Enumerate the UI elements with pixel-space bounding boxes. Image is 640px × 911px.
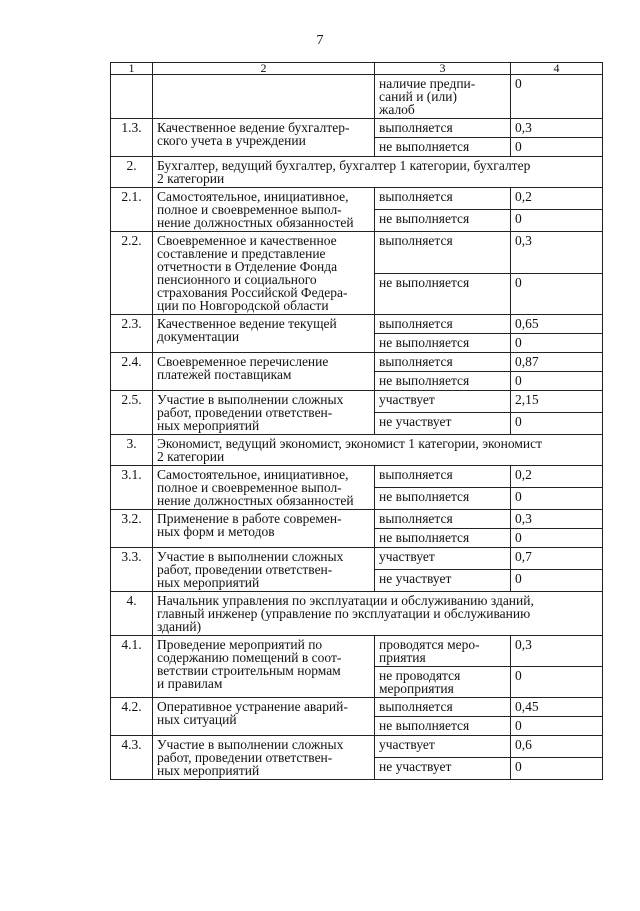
condition-cell: наличие предпи- саний и (или) жалоб [375, 75, 511, 119]
condition-cell: не выполняется [375, 273, 511, 315]
section-number: 2. [111, 157, 153, 188]
criterion-text: Качественное ведение бухгалтер- ского учета в учреждении [153, 119, 375, 157]
table-body [111, 75, 603, 780]
condition-cell: не выполняется [375, 210, 511, 232]
table-row [111, 510, 603, 529]
score-cell: 0 [511, 372, 603, 391]
criterion-text: Применение в работе современ- ных форм и методов [153, 510, 375, 548]
score-cell: 0,3 [511, 232, 603, 274]
row-number: 4.2. [111, 698, 153, 736]
table-row [111, 466, 603, 488]
row-number: 3.1. [111, 466, 153, 510]
criterion-text: Самостоятельное, инициативное, полное и своевременное выпол- нение должностных обязанностей [153, 466, 375, 510]
condition-cell: не выполняется [375, 717, 511, 736]
score-cell: 0,2 [511, 188, 603, 210]
score-cell: 0 [511, 138, 603, 157]
score-cell: 0,87 [511, 353, 603, 372]
criterion-text: Проведение мероприятий по содержанию помещений в соот- ветствии строительным нормам и правилам [153, 636, 375, 698]
condition-cell: выполняется [375, 188, 511, 210]
criterion-text: Участие в выполнении сложных работ, проведении ответствен- ных мероприятий [153, 548, 375, 592]
table-row [111, 188, 603, 210]
condition-cell: участвует [375, 391, 511, 413]
score-cell: 0,65 [511, 315, 603, 334]
row-number: 3.2. [111, 510, 153, 548]
criteria-table [110, 62, 603, 780]
score-cell: 0 [511, 75, 603, 119]
row-number: 4.3. [111, 736, 153, 780]
condition-cell: не участвует [375, 570, 511, 592]
condition-cell: не выполняется [375, 372, 511, 391]
score-cell: 0 [511, 488, 603, 510]
score-cell: 0 [511, 413, 603, 435]
table-row [111, 391, 603, 413]
table-row [111, 698, 603, 717]
column-header: 1 [111, 63, 153, 75]
condition-cell: участвует [375, 736, 511, 758]
table-row [111, 119, 603, 138]
score-cell: 0,6 [511, 736, 603, 758]
column-header: 2 [153, 63, 375, 75]
condition-cell: выполняется [375, 353, 511, 372]
row-number: 2.5. [111, 391, 153, 435]
criterion-text: Участие в выполнении сложных работ, проведении ответствен- ных мероприятий [153, 391, 375, 435]
condition-cell: участвует [375, 548, 511, 570]
score-cell: 0 [511, 717, 603, 736]
page-number: 7 [316, 33, 324, 48]
score-cell: 0 [511, 529, 603, 548]
score-cell: 0,3 [511, 510, 603, 529]
score-cell: 0 [511, 667, 603, 698]
section-row [111, 157, 603, 188]
table-row [111, 353, 603, 372]
section-title: Экономист, ведущий экономист, экономист 1 категории, экономист 2 категории [153, 435, 603, 466]
row-number: 1.3. [111, 119, 153, 157]
condition-cell: проводятся меро- приятия [375, 636, 511, 667]
table-row [111, 315, 603, 334]
criterion-text: Участие в выполнении сложных работ, проведении ответствен- ных мероприятий [153, 736, 375, 780]
section-row [111, 435, 603, 466]
section-number: 4. [111, 592, 153, 636]
table-row [111, 736, 603, 758]
condition-cell: не выполняется [375, 138, 511, 157]
row-number: 2.3. [111, 315, 153, 353]
row-number: 2.2. [111, 232, 153, 315]
column-header: 4 [511, 63, 603, 75]
score-cell: 0 [511, 210, 603, 232]
condition-cell: выполняется [375, 698, 511, 717]
row-number: 4.1. [111, 636, 153, 698]
condition-cell: не выполняется [375, 529, 511, 548]
criterion-text: Своевременное и качественное составление и представление отчетности в Отделение Фонда пенсионного и социального страхования Российской Федера- ции по Новгородской области [153, 232, 375, 315]
score-cell: 0,2 [511, 466, 603, 488]
condition-cell: выполняется [375, 510, 511, 529]
row-number: 2.1. [111, 188, 153, 232]
section-title: Бухгалтер, ведущий бухгалтер, бухгалтер 1 категории, бухгалтер 2 категории [153, 157, 603, 188]
section-number: 3. [111, 435, 153, 466]
table-row [111, 75, 603, 119]
condition-cell: не участвует [375, 758, 511, 780]
table-row [111, 636, 603, 667]
score-cell: 0,3 [511, 636, 603, 667]
criterion-text: Качественное ведение текущей документации [153, 315, 375, 353]
score-cell: 0,45 [511, 698, 603, 717]
score-cell: 0 [511, 273, 603, 315]
condition-cell: не выполняется [375, 334, 511, 353]
condition-cell: выполняется [375, 119, 511, 138]
condition-cell: выполняется [375, 315, 511, 334]
score-cell: 0 [511, 758, 603, 780]
condition-cell: выполняется [375, 232, 511, 274]
column-header: 3 [375, 63, 511, 75]
table-row [111, 232, 603, 274]
criterion-text [153, 75, 375, 119]
condition-cell: не участвует [375, 413, 511, 435]
score-cell: 0,7 [511, 548, 603, 570]
row-number: 2.4. [111, 353, 153, 391]
row-number [111, 75, 153, 119]
condition-cell: не выполняется [375, 488, 511, 510]
score-cell: 0 [511, 334, 603, 353]
score-cell: 0 [511, 570, 603, 592]
score-cell: 0,3 [511, 119, 603, 138]
criterion-text: Самостоятельное, инициативное, полное и своевременное выпол- нение должностных обязанностей [153, 188, 375, 232]
criterion-text: Оперативное устранение аварий- ных ситуаций [153, 698, 375, 736]
table-header-row [111, 63, 603, 75]
row-number: 3.3. [111, 548, 153, 592]
condition-cell: не проводятся мероприятия [375, 667, 511, 698]
table-row [111, 548, 603, 570]
section-title: Начальник управления по эксплуатации и обслуживанию зданий, главный инженер (управление по эксплуатации и обслуживанию зданий) [153, 592, 603, 636]
score-cell: 2,15 [511, 391, 603, 413]
criterion-text: Своевременное перечисление платежей поставщикам [153, 353, 375, 391]
condition-cell: выполняется [375, 466, 511, 488]
section-row [111, 592, 603, 636]
